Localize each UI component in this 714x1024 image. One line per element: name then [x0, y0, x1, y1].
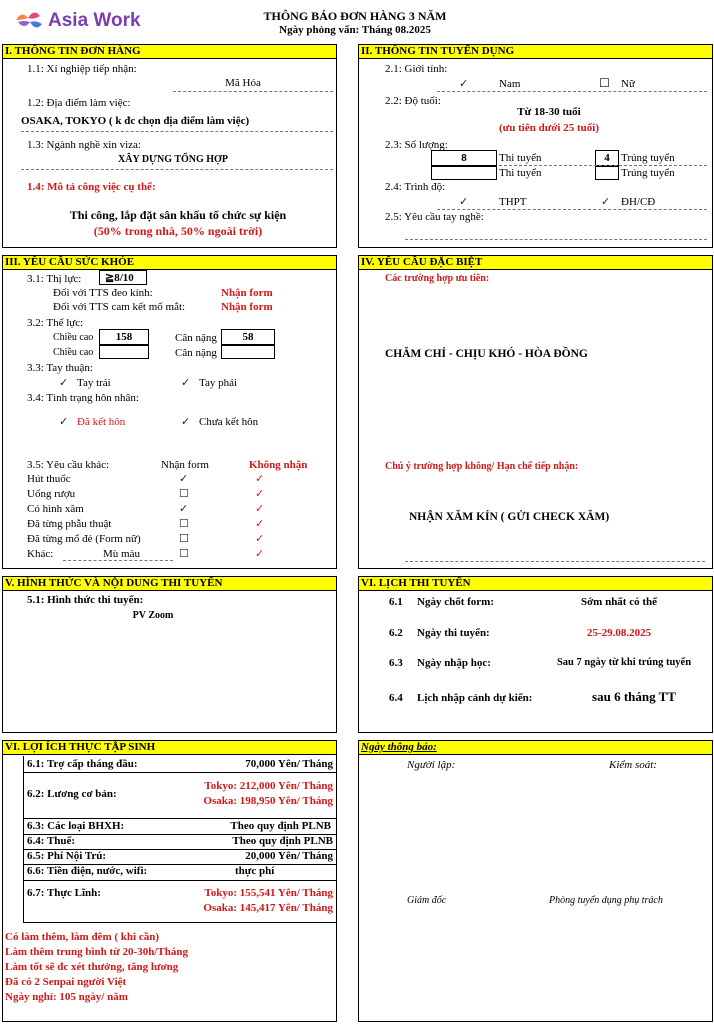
label-weight-2: Cân nặng: [175, 347, 217, 359]
label-eye-surgery: Đối với TTS cam kết mổ mắt:: [53, 301, 186, 313]
checkbox-icon: ☐: [599, 76, 610, 90]
value-vision: ≧8/10: [105, 272, 134, 284]
schedule-number: 6.1: [389, 596, 403, 608]
value-salary-osaka: Osaka: 198,950 Yên/ Tháng: [203, 795, 333, 807]
value-tax: Theo quy định PLNB: [232, 835, 333, 847]
value-restrictions: NHẬN XĂM KÍN ( GỬI CHECK XĂM): [409, 511, 610, 523]
value-net-osaka: Osaka: 145,417 Yên/ Tháng: [203, 902, 333, 914]
label-height: Chiều cao: [53, 332, 94, 343]
value-insurance: Theo quy định PLNB: [230, 820, 331, 832]
label-skill: 2.5: Yêu cầu tay nghề:: [385, 211, 484, 223]
section-exam-format: [2, 576, 337, 733]
accept-mark-icon: ☐: [179, 548, 189, 560]
page-subtitle: Ngày phỏng vấn: Tháng 08.2025: [279, 24, 431, 36]
accept-mark-icon: ☐: [179, 518, 189, 530]
label-physical: 3.2: Thể lực:: [27, 317, 84, 329]
section-header: VI. LỢI ÍCH THỰC TẬP SINH: [3, 741, 336, 755]
option-married: Đã kết hôn: [77, 416, 126, 428]
label-education: 2.4: Trình độ:: [385, 181, 446, 193]
label-priority: Các trường hợp ưu tiên:: [385, 273, 490, 284]
value-glasses: Nhận form: [221, 287, 273, 299]
value-exam-date: 25-29.08.2025: [586, 627, 652, 639]
value-form-deadline: Sớm nhất có thể: [580, 596, 658, 608]
logo-icon: [12, 8, 44, 34]
value-other: Mù màu: [103, 548, 140, 560]
section-order-info: [2, 44, 337, 248]
label-height-2: Chiều cao: [53, 347, 94, 358]
section-header: IV. YÊU CẦU ĐẶC BIỆT: [359, 256, 712, 270]
value-priority: CHĂM CHỈ - CHỊU KHÓ - HÒA ĐỒNG: [385, 348, 588, 360]
section-health: [2, 255, 337, 569]
option-single: Chưa kết hôn: [199, 416, 259, 428]
value-dorm-fee: 20,000 Yên/ Tháng: [245, 850, 333, 862]
check-icon: ✓: [59, 416, 69, 428]
check-icon: ✓: [181, 416, 191, 428]
reject-mark-icon: ✓: [255, 503, 265, 515]
value-job-ratio: (50% trong nhà, 50% ngoài trời): [93, 224, 263, 238]
value-weight: 58: [242, 331, 254, 343]
requirement-label: Uống rượu: [27, 488, 76, 500]
benefit-note: Có làm thêm, làm đêm ( khi cần): [5, 931, 159, 943]
reject-mark-icon: ✓: [255, 488, 265, 500]
value-exam-count: 8: [461, 152, 467, 164]
logo-text: Asia Work: [48, 10, 141, 31]
label-quantity: 2.3: Số lượng:: [385, 139, 448, 151]
requirement-label: Khác:: [27, 548, 54, 560]
reject-mark-icon: ✓: [255, 548, 265, 560]
accept-mark-icon: ✓: [179, 503, 189, 515]
section-header: VI. LỊCH THI TUYỂN: [359, 577, 712, 591]
value-entry-date: sau 6 tháng TT: [592, 689, 676, 704]
accept-mark-icon: ☐: [179, 533, 189, 545]
label-exam-format: 5.1: Hình thức thi tuyển:: [27, 594, 144, 606]
label-director: Giám đốc: [407, 895, 447, 906]
accept-mark-icon: ☐: [179, 488, 189, 500]
value-enroll-date: Sau 7 ngày từ khi trúng tuyển: [556, 657, 692, 668]
requirement-label: Đã từng mổ đẻ (Form nữ): [27, 533, 141, 545]
label-company: 1.1: Xí nghiệp tiếp nhận:: [27, 63, 137, 75]
label-entry-date: Lịch nhập cảnh dự kiến:: [417, 692, 533, 704]
label-department: Phòng tuyển dụng phụ trách: [549, 895, 663, 906]
check-icon: ✓: [181, 377, 191, 389]
section-schedule: [358, 576, 713, 733]
value-height: 158: [115, 331, 133, 343]
value-net-tokyo: Tokyo: 155,541 Yên/ Tháng: [204, 887, 333, 899]
benefit-note: Làm tốt sẽ đc xét thưởng, tăng lương: [5, 961, 179, 973]
label-weight: Cân nặng: [175, 332, 217, 344]
value-pass-count: 4: [604, 152, 610, 164]
label-net-pay: 6.7: Thực Lĩnh:: [27, 887, 101, 899]
schedule-number: 6.3: [389, 657, 403, 669]
value-age: Từ 18-30 tuổi: [517, 106, 581, 118]
label-job-category: 1.3: Ngành nghề xin viza:: [27, 139, 141, 151]
notice-date-label: Ngày thông báo:: [361, 741, 437, 753]
label-vision: 3.1: Thị lực:: [27, 273, 82, 285]
column-reject: Không nhận: [249, 459, 308, 471]
requirement-label: Hút thuốc: [27, 473, 71, 485]
label-insurance: 6.3: Các loại BHXH:: [27, 820, 125, 832]
label-creator: Người lập:: [407, 759, 456, 771]
label-form-deadline: Ngày chốt form:: [417, 596, 494, 608]
label-utilities: 6.6: Tiền điện, nước, wifi:: [27, 865, 148, 877]
label-pass-2: Trúng tuyển: [621, 167, 675, 179]
page-title: THÔNG BÁO ĐƠN HÀNG 3 NĂM: [263, 9, 447, 23]
value-job-category: XÂY DỰNG TỔNG HỢP: [118, 154, 228, 165]
option-highschool: THPT: [499, 196, 527, 208]
option-female: Nữ: [621, 78, 635, 90]
section-header: III. YÊU CẦU SỨC KHỎE: [3, 256, 336, 270]
label-enroll-date: Ngày nhập học:: [417, 657, 491, 669]
schedule-number: 6.2: [389, 627, 403, 639]
label-exam-2: Thi tuyển: [499, 167, 542, 179]
label-base-salary: 6.2: Lương cơ bản:: [27, 788, 117, 800]
label-age: 2.2: Độ tuổi:: [385, 95, 441, 107]
value-company: Mã Hóa: [225, 77, 261, 89]
section-header: [359, 741, 712, 755]
check-icon: ✓: [459, 78, 469, 90]
value-first-month: 70,000 Yên/ Tháng: [245, 758, 333, 770]
check-icon: ✓: [459, 196, 469, 208]
label-glasses: Đối với TTS đeo kính:: [53, 287, 153, 299]
label-job-description: 1.4: Mô tả công việc cụ thể:: [27, 181, 156, 193]
column-accept: Nhận form: [161, 459, 209, 471]
check-icon: ✓: [601, 196, 611, 208]
schedule-number: 6.4: [389, 692, 403, 704]
section-special: [358, 255, 713, 569]
reject-mark-icon: ✓: [255, 518, 265, 530]
value-job-description: Thi công, lắp đặt sân khấu tổ chức sự kiện: [69, 208, 287, 222]
label-tax: 6.4: Thuế:: [27, 835, 76, 847]
benefit-note: Làm thêm trung bình từ 20-30h/Tháng: [5, 946, 188, 958]
option-university: ĐH/CĐ: [621, 196, 656, 208]
section-header: II. THÔNG TIN TUYỂN DỤNG: [359, 45, 712, 59]
label-handedness: 3.3: Tay thuận:: [27, 362, 93, 374]
value-location: OSAKA, TOKYO ( k đc chọn địa điểm làm việc): [21, 115, 250, 127]
label-location: 1.2: Địa điểm làm việc:: [27, 97, 131, 109]
label-marital: 3.4: Tình trạng hôn nhân:: [27, 392, 139, 404]
label-exam-date: Ngày thi tuyển:: [417, 627, 490, 639]
reject-mark-icon: ✓: [255, 473, 265, 485]
benefit-note: Đã có 2 Senpai người Việt: [5, 976, 127, 988]
requirement-label: Đã từng phẫu thuật: [27, 518, 112, 530]
reject-mark-icon: ✓: [255, 533, 265, 545]
label-other-requirements: 3.5: Yêu cầu khác:: [27, 459, 110, 471]
label-gender: 2.1: Giới tính:: [385, 63, 448, 75]
section-recruitment-info: [358, 44, 713, 248]
section-header: V. HÌNH THỨC VÀ NỘI DUNG THI TUYỂN: [3, 577, 336, 591]
option-male: Nam: [499, 78, 521, 90]
label-pass: Trúng tuyển: [621, 152, 675, 164]
label-control: Kiểm soát:: [609, 759, 657, 771]
label-exam: Thi tuyển: [499, 152, 542, 164]
label-restrictions: Chú ý trường hợp không/ Hạn chế tiếp nhận:: [385, 461, 579, 472]
check-icon: ✓: [59, 377, 69, 389]
section-header: I. THÔNG TIN ĐƠN HÀNG: [3, 45, 336, 59]
accept-mark-icon: ✓: [179, 473, 189, 485]
label-dorm-fee: 6.5: Phí Nội Trú:: [27, 850, 107, 862]
option-left-hand: Tay trái: [77, 377, 111, 389]
benefit-note: Ngày nghỉ: 105 ngày/ năm: [5, 991, 128, 1003]
value-exam-format: PV Zoom: [132, 610, 174, 621]
label-first-month: 6.1: Trợ cấp tháng đầu:: [27, 758, 138, 770]
value-utilities: thực phí: [235, 865, 275, 877]
value-eye-surgery: Nhận form: [221, 301, 273, 313]
value-age-note: (ưu tiên dưới 25 tuổi): [499, 122, 599, 134]
section-notice: [358, 740, 713, 1022]
value-salary-tokyo: Tokyo: 212,000 Yên/ Tháng: [204, 780, 333, 792]
section-benefits: [2, 740, 337, 1022]
option-right-hand: Tay phải: [199, 377, 238, 389]
requirement-label: Có hình xăm: [27, 503, 84, 515]
